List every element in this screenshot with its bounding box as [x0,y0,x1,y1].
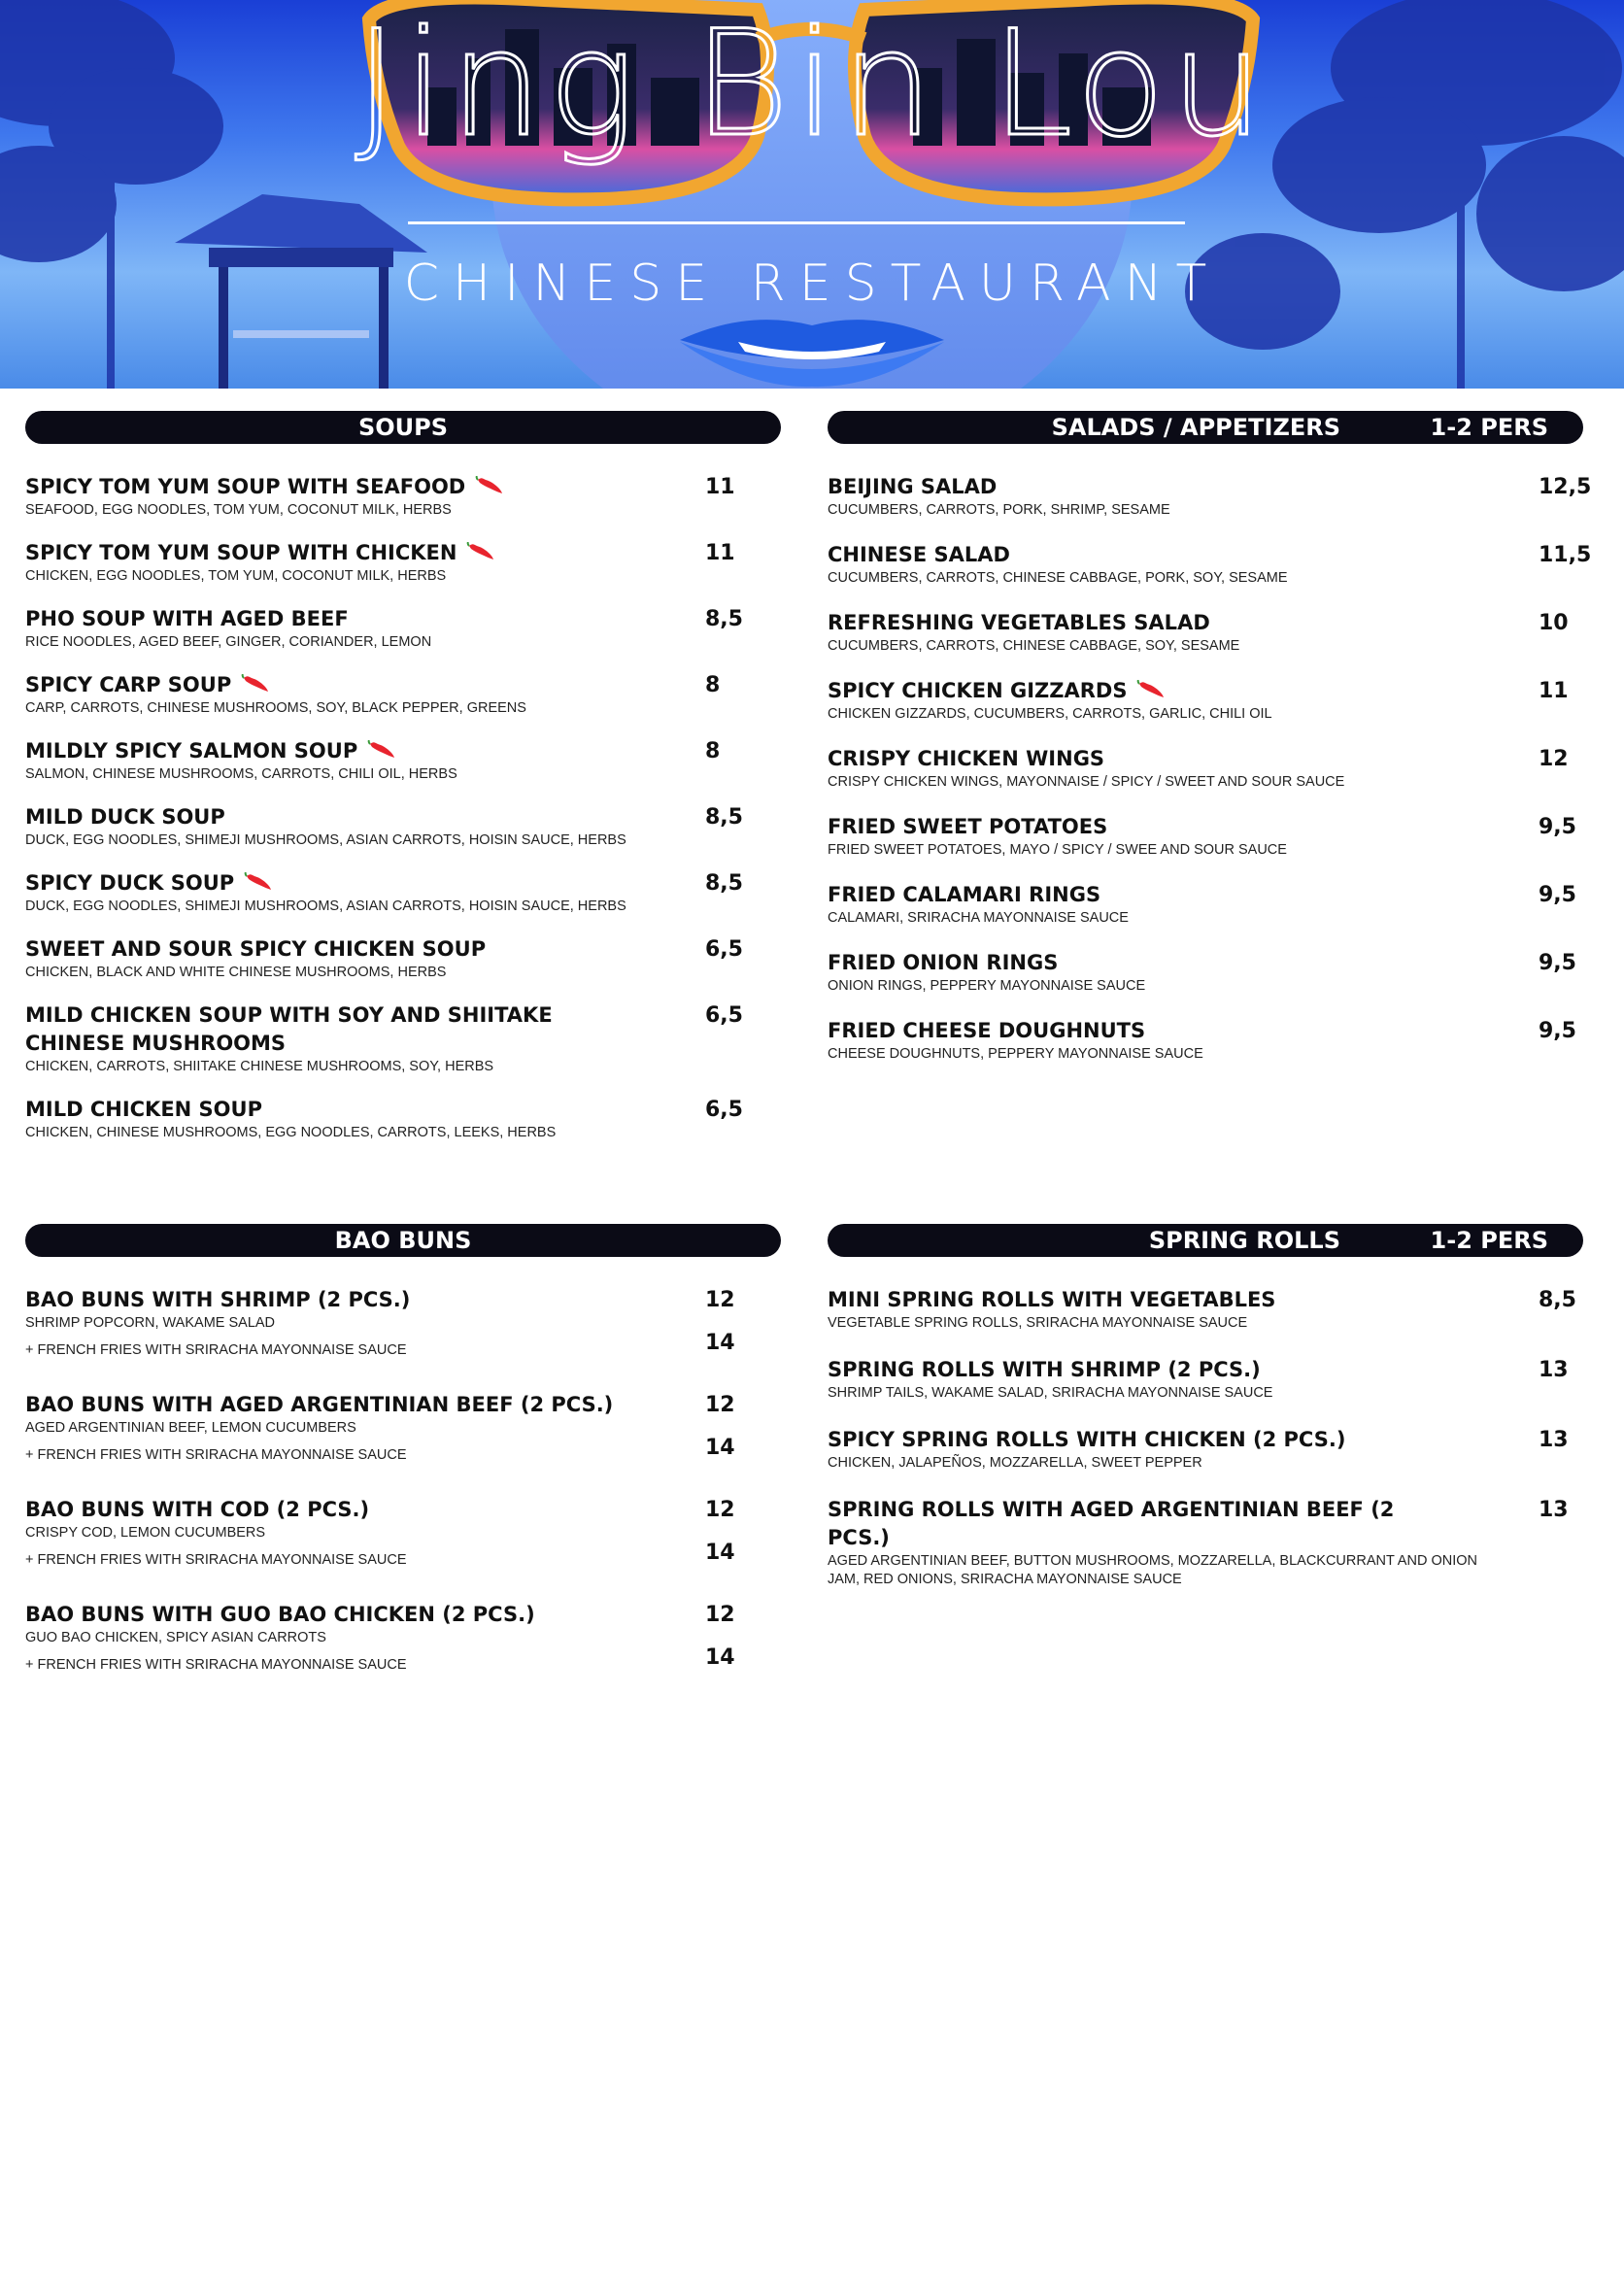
dish-ingredients: CHICKEN, CARROTS, SHIITAKE CHINESE MUSHROOMS, SOY, HERBS [25,1059,494,1074]
dish-name-text: BAO BUNS WITH COD (2 PCS.) [25,1498,370,1521]
menu-item [25,803,781,850]
section-title: SOUPS [357,414,449,441]
salads-section [828,411,1592,1085]
menu-item [828,1356,1583,1403]
dish-ingredients: CRISPY COD, LEMON CUCUMBERS [25,1525,266,1541]
dish-name-text: MILDLY SPICY SALMON SOUP [25,739,358,763]
dish-ingredients: SHRIMP POPCORN, WAKAME SALAD [25,1315,276,1331]
menu-item [25,935,781,982]
menu-item [828,813,1583,860]
menu-item [828,1496,1583,1589]
bao-header-bar [25,1224,781,1257]
dish-name-text: MILD DUCK SOUP [25,805,225,829]
serving-size-label: 1-2 PERS [1430,414,1548,441]
dish-name [25,737,647,765]
dish-name [25,473,647,501]
dish-name-text: SPICY DUCK SOUP [25,871,235,895]
dish-price: 12,5 [1539,475,1592,499]
rolls-header-bar [828,1224,1583,1257]
restaurant-subtitle: CHINESE RESTAURANT [403,254,1221,313]
dish-ingredients: SEAFOOD, EGG NOODLES, TOM YUM, COCONUT MILK, HERBS [25,502,452,518]
dish-ingredients: FRIED SWEET POTATOES, MAYO / SPICY / SWEE AND SOUR SAUCE [828,842,1287,858]
section-title: BAO BUNS [334,1227,472,1254]
dish-price: 10 [1539,611,1569,635]
dish-name-text: MILD CHICKEN SOUP [25,1098,262,1121]
dish-addon: + FRENCH FRIES WITH SRIRACHA MAYONNAISE SAUCE [25,1342,407,1358]
menu-item [828,1017,1583,1064]
dish-price: 8,5 [705,607,743,631]
dish-price: 8 [705,739,721,763]
dish-name [828,541,1449,569]
menu-item [828,949,1583,996]
dish-addon: + FRENCH FRIES WITH SRIRACHA MAYONNAISE SAUCE [25,1552,407,1568]
menu-item [25,539,781,586]
dish-ingredients: CRISPY CHICKEN WINGS, MAYONNAISE / SPICY / SWEET AND SOUR SAUCE [828,774,1345,790]
menu-item [25,869,781,916]
addon-price: 14 [705,1541,735,1565]
dish-name [25,1496,647,1524]
dish-name [25,1286,647,1314]
dish-name-text: SPRING ROLLS WITH AGED ARGENTINIAN BEEF (2 PCS.) [828,1498,1395,1549]
dish-price: 9,5 [1539,951,1576,975]
dish-ingredients: CUCUMBERS, CARROTS, CHINESE CABBAGE, PORK, SOY, SESAME [828,570,1288,586]
dish-ingredients: CHICKEN, JALAPEÑOS, MOZZARELLA, SWEET PEPPER [828,1455,1202,1471]
dish-price: 8,5 [705,871,743,896]
dish-name-text: BEIJING SALAD [828,475,998,498]
dish-name [25,1096,647,1124]
addon-price: 14 [705,1331,735,1355]
dish-price: 8,5 [705,805,743,830]
dish-price: 12 [1539,747,1569,771]
dish-price: 12 [705,1288,735,1312]
dish-price: 13 [1539,1428,1569,1452]
dish-ingredients: CUCUMBERS, CARROTS, CHINESE CABBAGE, SOY, SESAME [828,638,1240,654]
addon-price: 14 [705,1436,735,1460]
chili-pepper-icon [367,740,396,760]
menu-item [25,737,781,784]
dish-price: 13 [1539,1358,1569,1382]
dish-price: 8,5 [1539,1288,1576,1312]
dish-name-text: CRISPY CHICKEN WINGS [828,747,1105,770]
dish-ingredients: GUO BAO CHICKEN, SPICY ASIAN CARROTS [25,1630,326,1645]
bao-list [25,1286,781,1675]
dish-name [828,813,1449,841]
dish-name-text: BAO BUNS WITH SHRIMP (2 PCS.) [25,1288,411,1311]
dish-price: 9,5 [1539,815,1576,839]
salads-header-bar [828,411,1583,444]
dish-name-text: FRIED ONION RINGS [828,951,1059,974]
dish-ingredients: CHICKEN GIZZARDS, CUCUMBERS, CARROTS, GARLIC, CHILI OIL [828,706,1272,722]
salads-list [828,473,1592,1064]
chili-pepper-icon [466,542,495,561]
title-divider [408,221,1185,224]
section-title: SALADS / APPETIZERS [1051,414,1340,441]
menu-item [25,1001,781,1076]
menu-item [25,1601,781,1675]
dish-name-text: SPICY CARP SOUP [25,673,232,696]
spring-rolls-section [828,1224,1583,1612]
menu-item [828,745,1583,792]
dish-name [828,949,1449,977]
dish-ingredients: CHEESE DOUGHNUTS, PEPPERY MAYONNAISE SAUCE [828,1046,1203,1062]
dish-ingredients: VEGETABLE SPRING ROLLS, SRIRACHA MAYONNAISE SAUCE [828,1315,1248,1331]
bao-buns-section [25,1224,781,1706]
dish-name [25,1601,647,1629]
dish-name-text: FRIED CHEESE DOUGHNUTS [828,1019,1146,1042]
menu-item [25,605,781,652]
menu-item [25,1391,781,1465]
dish-name-text: FRIED SWEET POTATOES [828,815,1108,838]
dish-ingredients: RICE NOODLES, AGED BEEF, GINGER, CORIANDER, LEMON [25,634,432,650]
dish-name-text: BAO BUNS WITH GUO BAO CHICKEN (2 PCS.) [25,1603,535,1626]
menu-item [25,473,781,520]
dish-name-text: FRIED CALAMARI RINGS [828,883,1101,906]
chili-pepper-icon [475,476,504,495]
soups-list [25,473,781,1142]
menu-item [828,1286,1583,1333]
dish-addon: + FRENCH FRIES WITH SRIRACHA MAYONNAISE SAUCE [25,1447,407,1463]
dish-name [25,671,647,699]
menu-item [25,671,781,718]
serving-size-label: 1-2 PERS [1430,1227,1548,1254]
dish-name [828,473,1449,501]
dish-price: 11,5 [1539,543,1592,567]
dish-ingredients: CHICKEN, BLACK AND WHITE CHINESE MUSHROOMS, HERBS [25,965,447,980]
dish-price: 6,5 [705,1003,743,1028]
dish-ingredients: CUCUMBERS, CARROTS, PORK, SHRIMP, SESAME [828,502,1170,518]
dish-ingredients: SALMON, CHINESE MUSHROOMS, CARROTS, CHILI OIL, HERBS [25,766,457,782]
dish-name [828,1356,1449,1384]
dish-ingredients: AGED ARGENTINIAN BEEF, BUTTON MUSHROOMS, MOZZARELLA, BLACKCURRANT AND ONION JAM, RED ONIONS, SRIRACHA MAYONNAISE SAUCE [828,1553,1477,1587]
chili-pepper-icon [241,674,270,694]
section-title: SPRING ROLLS [1148,1227,1340,1254]
dish-name-text: MILD CHICKEN SOUP WITH SOY AND SHIITAKE CHINESE MUSHROOMS [25,1003,553,1055]
dish-name [828,881,1449,909]
menu-item [828,473,1592,520]
dish-ingredients: CHICKEN, CHINESE MUSHROOMS, EGG NOODLES, CARROTS, LEEKS, HERBS [25,1125,557,1140]
header-banner [0,0,1624,389]
rolls-list [828,1286,1583,1589]
dish-ingredients: DUCK, EGG NOODLES, SHIMEJI MUSHROOMS, ASIAN CARROTS, HOISIN SAUCE, HERBS [25,832,626,848]
menu-item [25,1096,781,1142]
dish-ingredients: CARP, CARROTS, CHINESE MUSHROOMS, SOY, BLACK PEPPER, GREENS [25,700,526,716]
dish-ingredients: DUCK, EGG NOODLES, SHIMEJI MUSHROOMS, ASIAN CARROTS, HOISIN SAUCE, HERBS [25,898,626,914]
chili-pepper-icon [244,872,273,892]
dish-name [828,677,1449,705]
dish-price: 8 [705,673,721,697]
dish-price: 6,5 [705,937,743,962]
dish-name [25,1391,647,1419]
dish-name [25,605,647,633]
dish-price: 12 [705,1393,735,1417]
soups-section [25,411,781,1162]
chili-pepper-icon [1136,680,1166,699]
dish-price: 12 [705,1498,735,1522]
soups-header-bar [25,411,781,444]
dish-name-text: SPICY TOM YUM SOUP WITH SEAFOOD [25,475,466,498]
addon-price: 14 [705,1645,735,1670]
menu-item [25,1286,781,1360]
dish-name-text: SWEET AND SOUR SPICY CHICKEN SOUP [25,937,487,961]
dish-price: 11 [705,475,735,499]
dish-name [828,1017,1449,1045]
menu-item [828,881,1583,928]
menu-item [828,541,1592,588]
dish-price: 11 [1539,679,1569,703]
dish-ingredients: CALAMARI, SRIRACHA MAYONNAISE SAUCE [828,910,1129,926]
dish-name-text: PHO SOUP WITH AGED BEEF [25,607,349,630]
dish-ingredients: SHRIMP TAILS, WAKAME SALAD, SRIRACHA MAYONNAISE SAUCE [828,1385,1273,1401]
dish-price: 12 [705,1603,735,1627]
restaurant-name: Jing Bin Lou [355,0,1269,169]
dish-name [828,1496,1449,1552]
dish-ingredients: CHICKEN, EGG NOODLES, TOM YUM, COCONUT MILK, HERBS [25,568,447,584]
dish-name [828,1286,1449,1314]
menu-item [828,609,1583,656]
dish-name [25,869,647,898]
dish-name [828,745,1449,773]
dish-name-text: MINI SPRING ROLLS WITH VEGETABLES [828,1288,1276,1311]
dish-name-text: SPICY TOM YUM SOUP WITH CHICKEN [25,541,457,564]
dish-price: 9,5 [1539,883,1576,907]
dish-addon: + FRENCH FRIES WITH SRIRACHA MAYONNAISE SAUCE [25,1657,407,1673]
dish-name [25,803,647,831]
dish-name [828,609,1449,637]
menu-item [25,1496,781,1570]
dish-name-text: SPRING ROLLS WITH SHRIMP (2 PCS.) [828,1358,1261,1381]
dish-name-text: SPICY SPRING ROLLS WITH CHICKEN (2 PCS.) [828,1428,1346,1451]
dish-price: 9,5 [1539,1019,1576,1043]
dish-name [828,1426,1449,1454]
menu-item [828,1426,1583,1473]
dish-name [25,539,647,567]
dish-name-text: SPICY CHICKEN GIZZARDS [828,679,1128,702]
dish-name-text: REFRESHING VEGETABLES SALAD [828,611,1210,634]
dish-ingredients: ONION RINGS, PEPPERY MAYONNAISE SAUCE [828,978,1146,994]
dish-name-text: CHINESE SALAD [828,543,1010,566]
dish-ingredients: AGED ARGENTINIAN BEEF, LEMON CUCUMBERS [25,1420,356,1436]
dish-name [25,935,647,964]
dish-price: 11 [705,541,735,565]
dish-price: 13 [1539,1498,1569,1522]
dish-price: 6,5 [705,1098,743,1122]
menu-item [828,677,1583,724]
dish-name-text: BAO BUNS WITH AGED ARGENTINIAN BEEF (2 PCS.) [25,1393,614,1416]
dish-name [25,1001,647,1058]
